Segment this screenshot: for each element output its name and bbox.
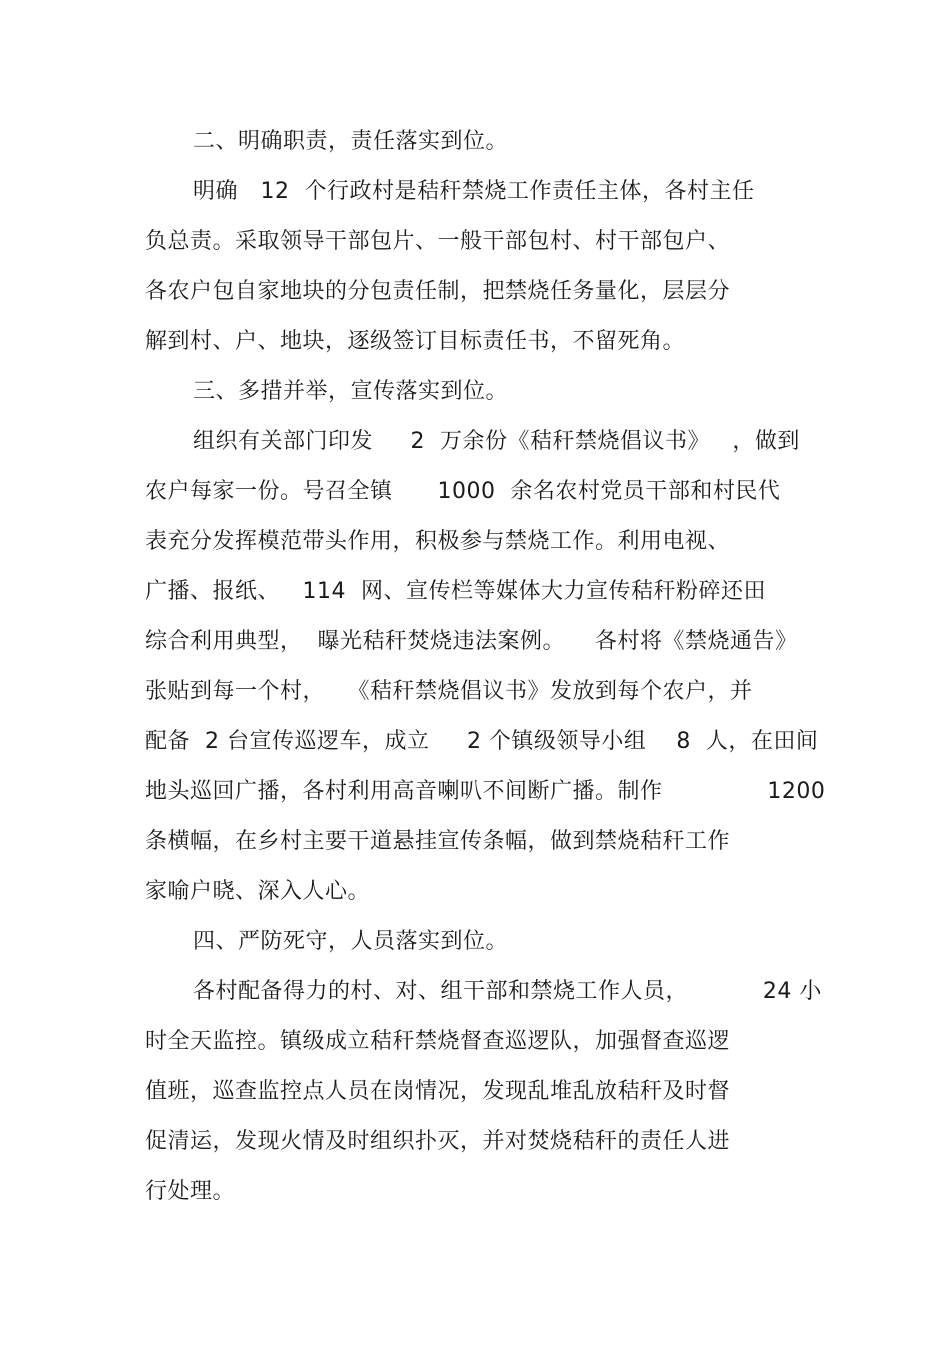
paragraph-line: 农户每家一份。号召全镇 1000 余名农村党员干部和村民代: [145, 479, 781, 504]
paragraph-line: 条横幅，在乡村主要干道悬挂宣传条幅，做到禁烧秸秆工作: [145, 829, 731, 854]
paragraph-line: 综合利用典型， 曝光秸秆焚烧违法案例。 各村将《禁烧通告》: [145, 629, 798, 654]
paragraph-line: 值班，巡查监控点人员在岗情况，发现乱堆乱放秸秆及时督: [145, 1079, 731, 1104]
paragraph-line: 张贴到每一个村， 《秸秆禁烧倡议书》发放到每个农户，并: [145, 679, 753, 704]
paragraph-line: 时全天监控。镇级成立秸秆禁烧督查巡逻队，加强督查巡逻: [145, 1029, 731, 1054]
paragraph-line: 负总责。采取领导干部包片、一般干部包村、村干部包户、: [145, 229, 731, 254]
paragraph-line: 地头巡回广播，各村利用高音喇叭不间断广播。制作 1200: [145, 779, 826, 804]
paragraph-line: 配备 2 台宣传巡逻车，成立 2 个镇级领导小组 8 人，在田间: [145, 729, 819, 754]
paragraph-line: 各农户包自家地块的分包责任制，把禁烧任务量化，层层分: [145, 279, 731, 304]
paragraph-line: 行处理。: [145, 1179, 236, 1204]
paragraph-line: 表充分发挥模范带头作用，积极参与禁烧工作。利用电视、: [145, 529, 731, 554]
paragraph-line: 广播、报纸、 114 网、宣传栏等媒体大力宣传秸秆粉碎还田: [145, 579, 766, 604]
paragraph-line: 促清运，发现火情及时组织扑灭，并对焚烧秸秆的责任人进: [145, 1129, 731, 1154]
section-heading-2: 二、明确职责，责任落实到位。: [193, 129, 509, 154]
paragraph-line: 解到村、户、地块，逐级签订目标责任书，不留死角。: [145, 329, 686, 354]
paragraph-line: 组织有关部门印发 2 万余份《秸秆禁烧倡议书》 ，做到: [193, 429, 800, 454]
section-heading-3: 三、多措并举，宣传落实到位。: [193, 379, 509, 404]
paragraph-line: 各村配备得力的村、对、组干部和禁烧工作人员， 24 小: [193, 979, 822, 1004]
section-heading-4: 四、严防死守，人员落实到位。: [193, 929, 509, 954]
paragraph-line: 家喻户晓、深入人心。: [145, 879, 371, 904]
paragraph-line: 明确 12 个行政村是秸秆禁烧工作责任主体，各村主任: [193, 179, 755, 204]
